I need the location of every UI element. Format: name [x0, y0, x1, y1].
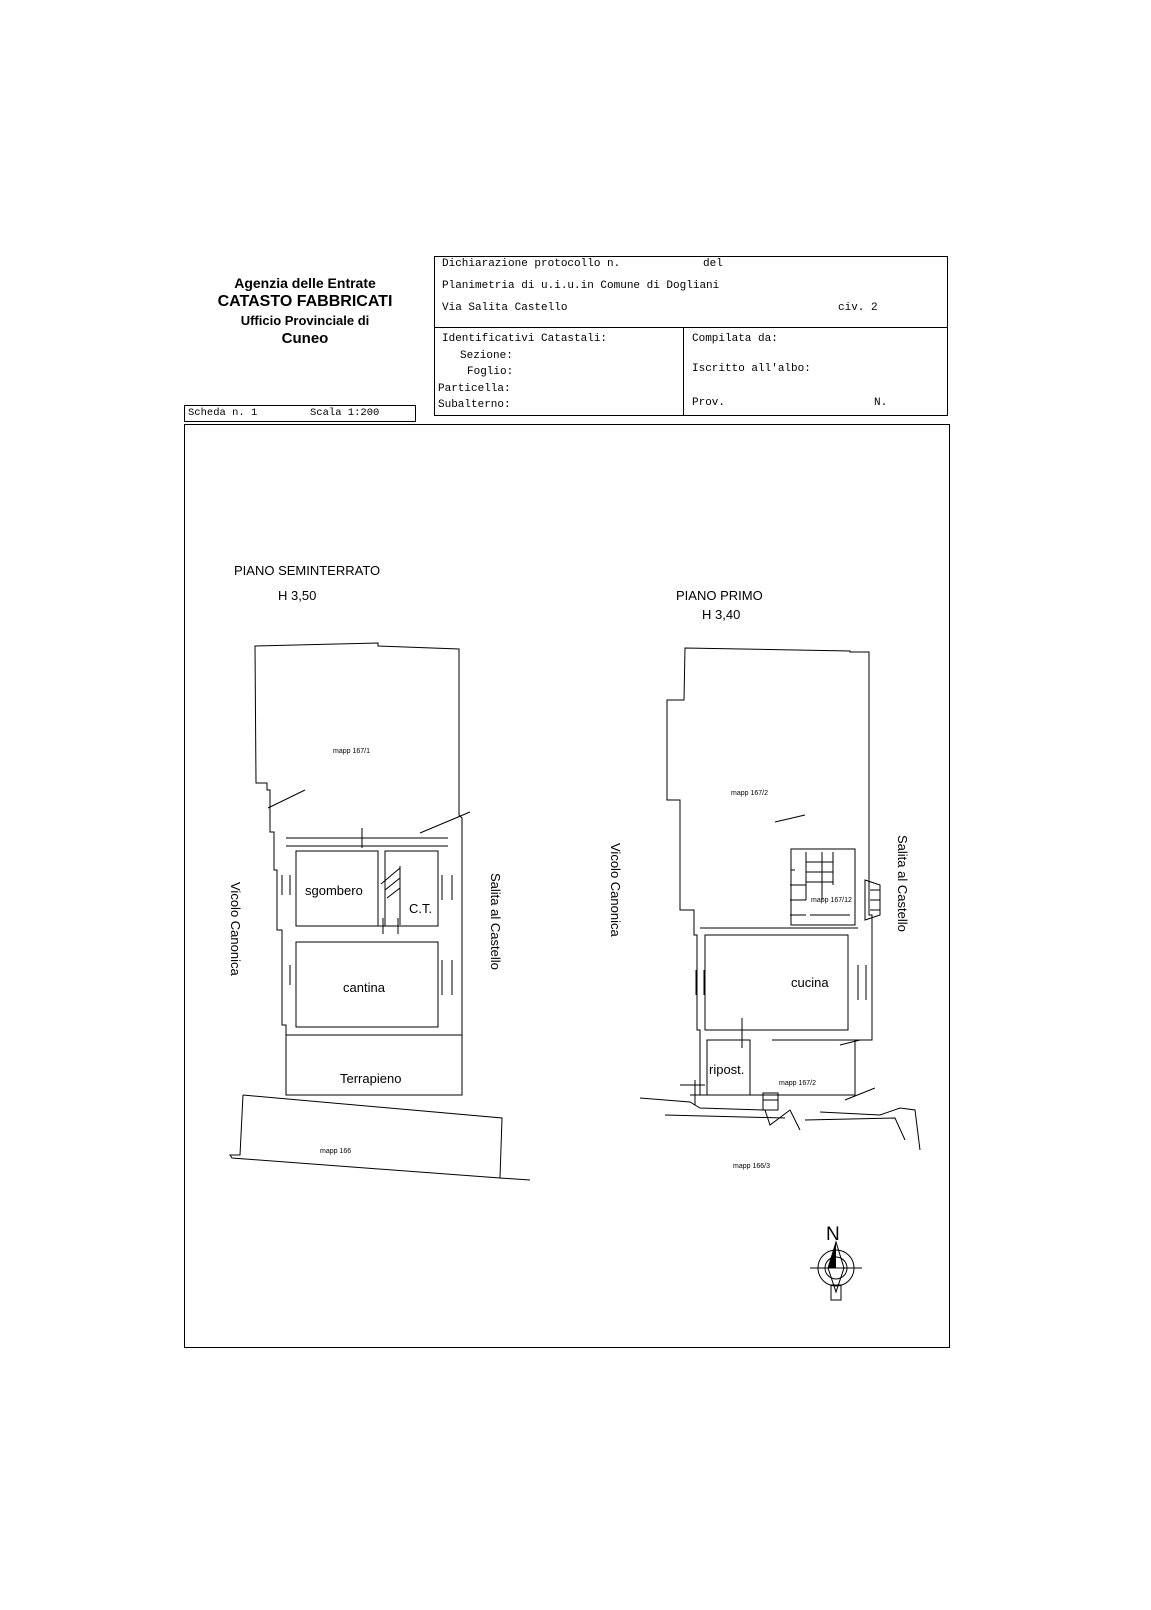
- boundary-mark: [775, 815, 805, 822]
- room-label-ripost: ripost.: [709, 1062, 745, 1077]
- number-label: N.: [874, 397, 888, 409]
- window: [282, 875, 290, 895]
- right-mapp-small: mapp 167/2: [779, 1080, 816, 1087]
- room-label-ct: C.T.: [409, 901, 433, 916]
- left-plan-title: PIANO SEMINTERRATO: [234, 563, 381, 578]
- window: [442, 875, 452, 900]
- window: [442, 960, 452, 995]
- right-bottom-strip: [640, 1098, 920, 1150]
- iscritto-label: Iscritto all'albo:: [692, 363, 811, 375]
- scheda-label: Scheda n. 1: [188, 407, 258, 419]
- agency-name: Agenzia delle Entrate: [234, 275, 376, 291]
- address-label: Via Salita Castello: [442, 302, 568, 314]
- office-city: Cuneo: [281, 330, 329, 347]
- stair-block: [791, 849, 855, 925]
- door-mark: [355, 828, 370, 848]
- right-mapp-bottom: mapp 166/3: [733, 1163, 770, 1170]
- north-label: N: [826, 1224, 840, 1245]
- left-street-east: Salita al Castello: [488, 873, 503, 970]
- room-label-cantina: cantina: [343, 980, 385, 995]
- door-mark: [378, 918, 402, 934]
- planimetria-label: Planimetria di u.i.u.in Comune di Dogliani: [442, 280, 720, 292]
- right-bottom-strip: [665, 1115, 905, 1140]
- window: [858, 965, 866, 1000]
- compilata-label: Compilata da:: [692, 333, 778, 345]
- right-stair: [806, 852, 833, 900]
- declaration-label: Dichiarazione protocollo n.: [442, 258, 621, 270]
- left-mapp-bottom: mapp 166: [320, 1148, 352, 1155]
- left-plan-height: H 3,50: [278, 588, 317, 603]
- room-label-terrapieno: Terrapieno: [340, 1071, 402, 1086]
- entrance-steps: [865, 880, 880, 920]
- window: [282, 965, 290, 985]
- right-mapp-stair: mapp 167/12: [811, 897, 852, 904]
- left-street-west: Vicolo Canonica: [228, 882, 243, 976]
- left-stair: [381, 866, 400, 925]
- right-mapp-top: mapp 167/2: [731, 790, 768, 797]
- left-inner-wall: [286, 838, 448, 846]
- prov-label: Prov.: [692, 397, 726, 409]
- right-street-west: Vicolo Canonica: [608, 843, 623, 937]
- office-label: Ufficio Provinciale di: [240, 313, 370, 328]
- boundary-mark: [268, 790, 470, 833]
- left-mapp-top: mapp 167/1: [333, 748, 370, 755]
- particella-label: Particella:: [438, 383, 511, 395]
- civic-label: civ. 2: [838, 302, 878, 314]
- right-plan-height: H 3,40: [702, 607, 741, 622]
- right-plan-title: PIANO PRIMO: [676, 588, 763, 603]
- right-street-east: Salita al Castello: [895, 835, 910, 932]
- catasto-title: CATASTO FABBRICATI: [217, 293, 393, 310]
- foglio-label: Foglio:: [467, 366, 514, 378]
- right-plan-outline: [667, 648, 872, 1095]
- sezione-label: Sezione:: [460, 350, 513, 362]
- stair-landing: [790, 870, 850, 915]
- del-label: del: [703, 258, 723, 270]
- door-mark: [763, 1093, 778, 1110]
- left-bottom-strip: [230, 1095, 530, 1180]
- room-label-cucina: cucina: [791, 975, 829, 990]
- scale-label: Scala 1:200: [310, 407, 380, 419]
- boundary-mark: [840, 1040, 875, 1100]
- door-mark: [734, 1018, 750, 1048]
- identificativi-label: Identificativi Catastali:: [442, 333, 608, 345]
- subalterno-label: Subalterno:: [438, 399, 511, 411]
- room-label-sgombero: sgombero: [305, 883, 363, 898]
